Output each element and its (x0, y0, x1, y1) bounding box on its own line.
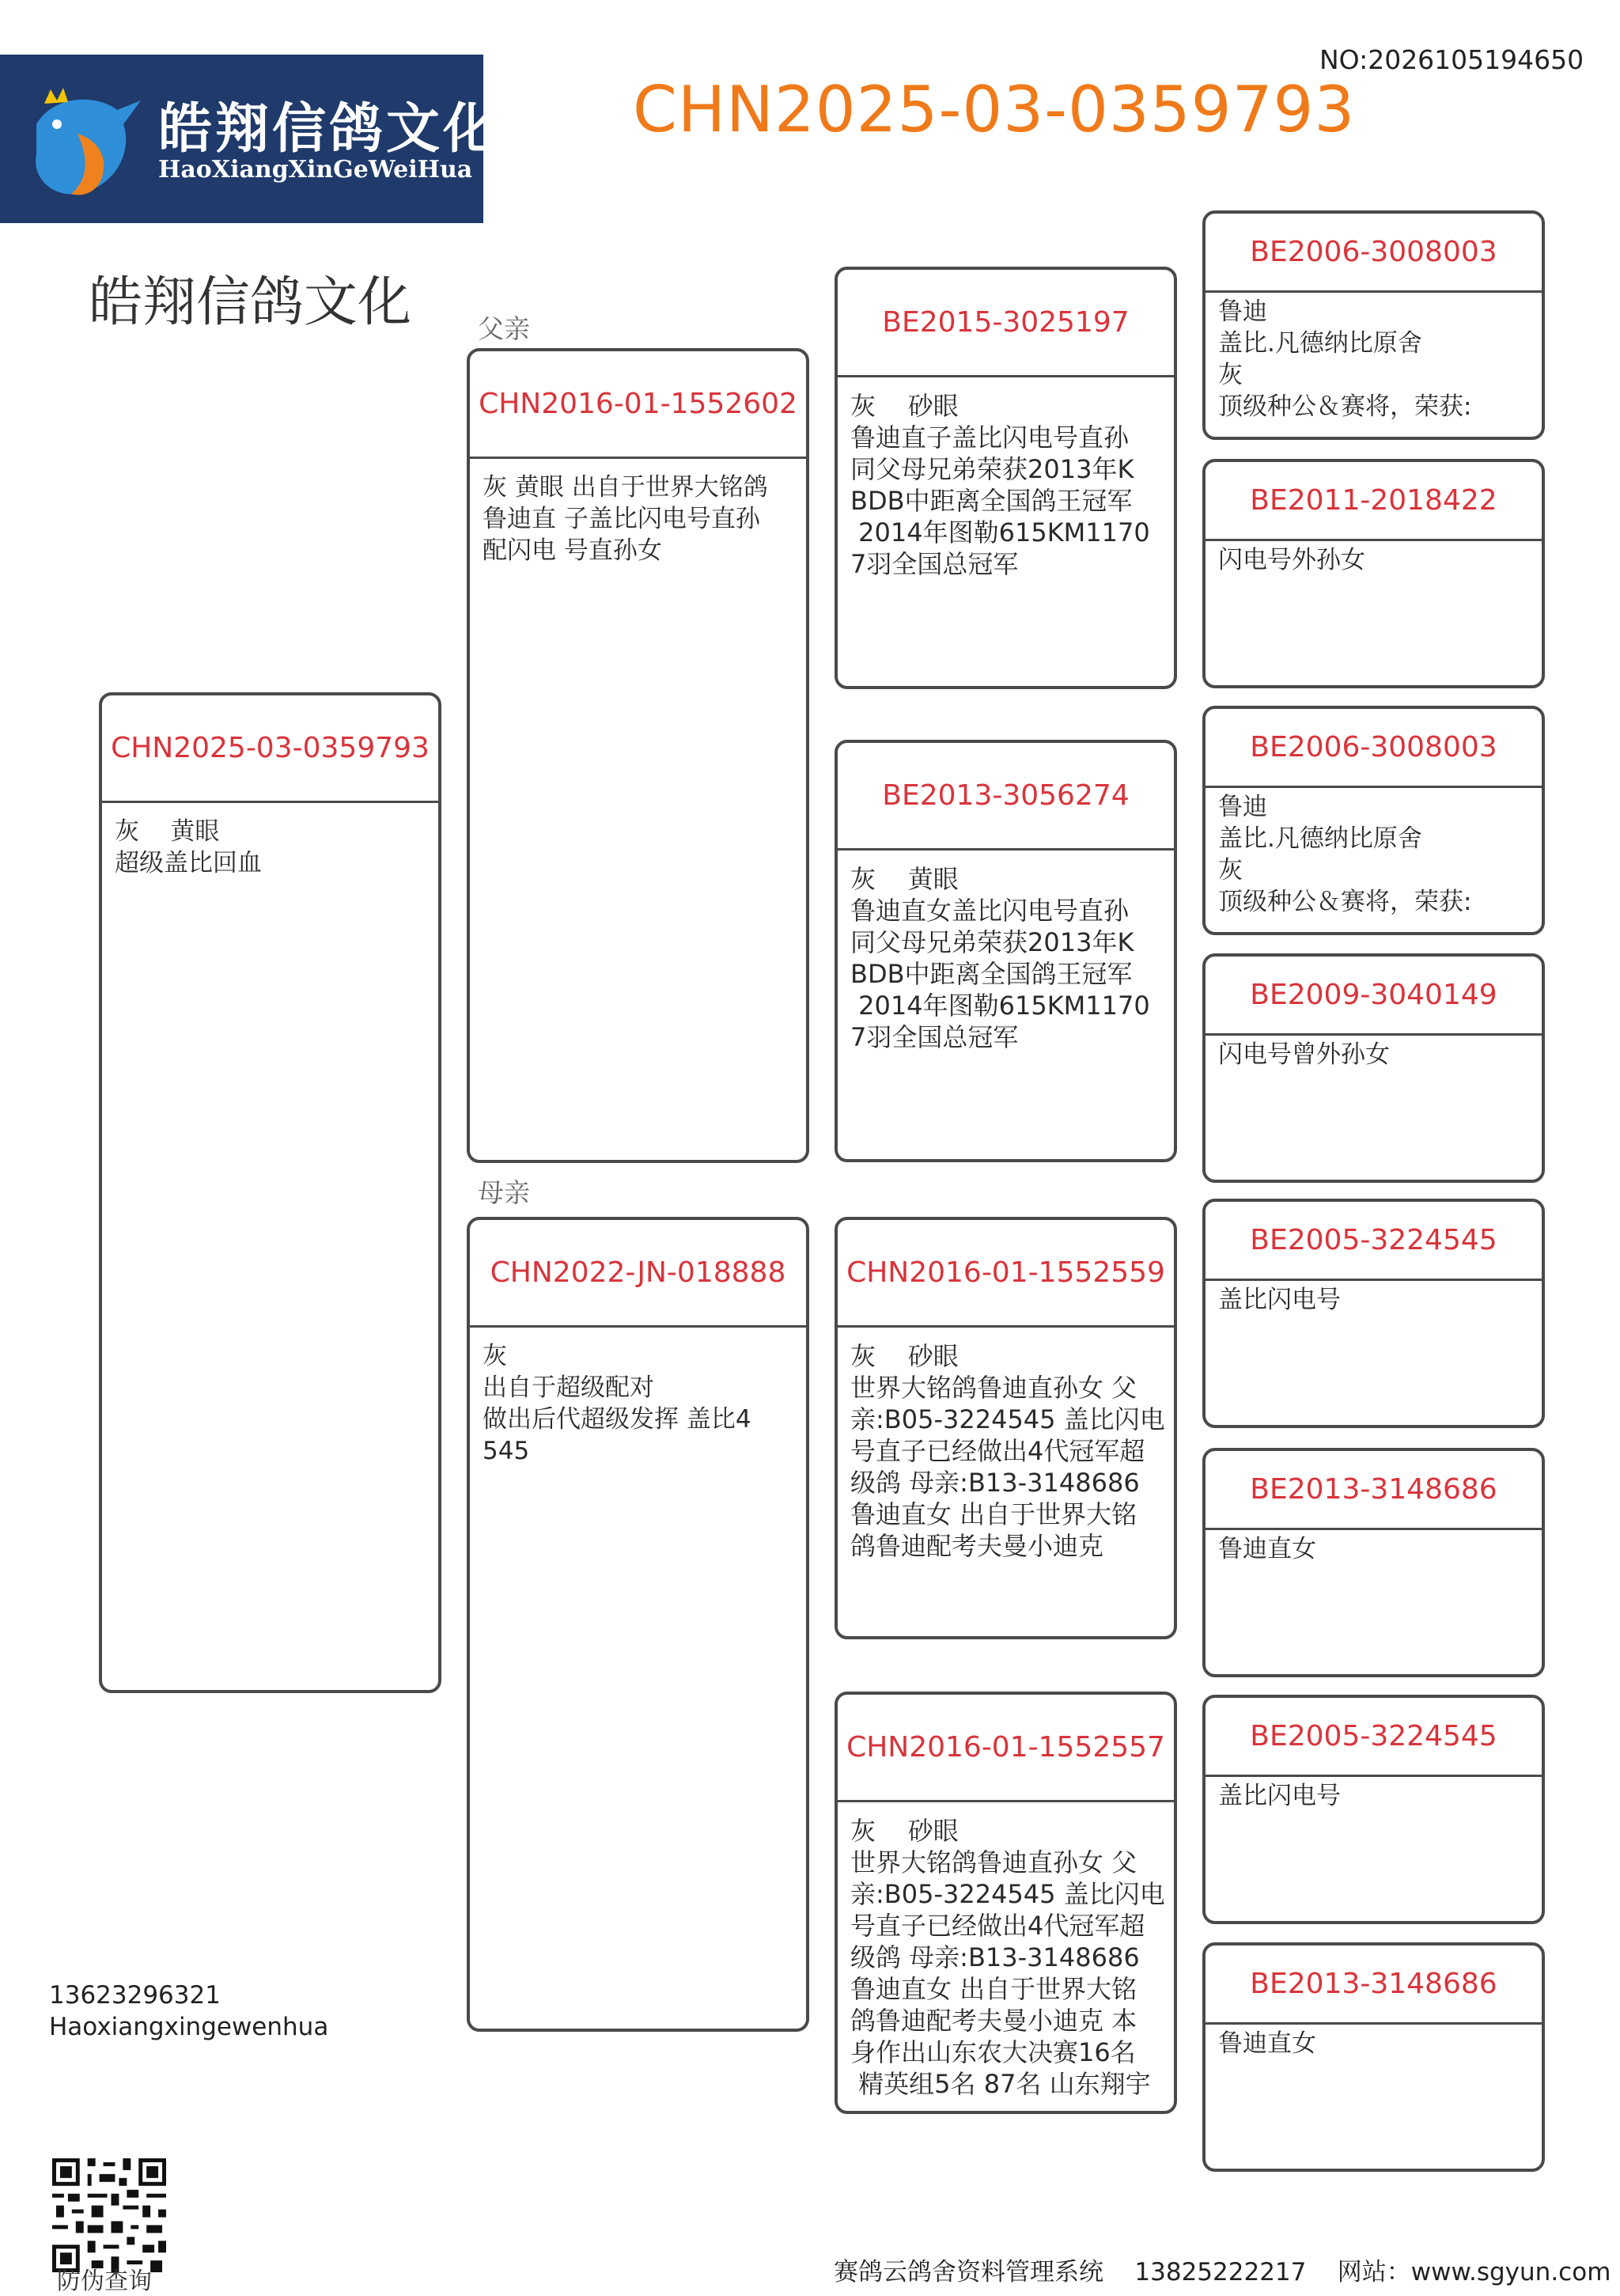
detail-line: 顶级种公＆赛将，荣获: (1218, 392, 1472, 421)
detail-line: 灰 (1218, 361, 1243, 389)
detail-line: 鲁迪直子盖比闪电号直孙 (850, 422, 1130, 453)
great-grandparent-card (1202, 1448, 1545, 1677)
grandparent-card (835, 1692, 1177, 2114)
detail-line: 出自于超级配对 (483, 1373, 654, 1402)
detail-line: 级鸽 母亲:B13-3148686 (850, 1468, 1140, 1498)
detail-line: 鲁迪直女盖比闪电号直孙 (850, 896, 1130, 926)
subject-card (99, 692, 441, 1693)
anti-counterfeit-label: 防伪查询 (57, 2268, 152, 2295)
ring-number: BE2013-3148686 (1206, 1451, 1542, 1530)
detail-line: 545 (483, 1437, 530, 1465)
card-details (1206, 2025, 1542, 2059)
organization-name: 皓翔信鸽文化 (89, 271, 412, 334)
card-details (470, 1328, 806, 1467)
detail-line: 灰 黄眼 (850, 864, 959, 894)
detail-line: 灰 (1218, 856, 1243, 885)
card-details (838, 1328, 1174, 1562)
detail-line: 鲁迪直女 (1218, 2029, 1316, 2058)
ring-number: BE2013-3056274 (838, 743, 1174, 851)
detail-line: 2014年图勒615KM1170 (850, 991, 1150, 1021)
card-details (1206, 1281, 1542, 1316)
great-grandparent-card (1202, 210, 1545, 440)
detail-line: 盖比闪电号 (1218, 1286, 1341, 1314)
main-ring-number: CHN2025-03-0359793 (633, 73, 1356, 146)
card-details (838, 377, 1174, 580)
card-details (1206, 1777, 1542, 1812)
detail-line: 鲁迪 (1218, 793, 1267, 821)
ring-number: BE2006-3008003 (1206, 214, 1542, 293)
great-grandparent-card (1202, 953, 1545, 1183)
detail-line: BDB中距离全国鸽王冠军 (850, 959, 1133, 989)
detail-line: 亲:B05-3224545 盖比闪电 (850, 1879, 1165, 1909)
detail-line: 灰 砂眼 (850, 391, 959, 421)
detail-line: 灰 黄眼 (115, 817, 220, 846)
ring-number: BE2005-3224545 (1206, 1698, 1542, 1777)
sire-label: 父亲 (478, 313, 530, 344)
detail-line: 鸽鲁迪配考夫曼小迪克 本 (850, 2006, 1137, 2036)
card-details (102, 803, 438, 879)
detail-line: 鲁迪直 子盖比闪电号直孙 (483, 505, 760, 533)
great-grandparent-card (1202, 1695, 1545, 1924)
grandparent-card (835, 740, 1177, 1162)
detail-line: 号直子已经做出4代冠军超 (850, 1436, 1145, 1466)
detail-line: 灰 砂眼 (850, 1816, 959, 1846)
bird-logo-icon (22, 78, 157, 205)
document-number: NO:2026105194650 (1319, 44, 1584, 75)
detail-line: 盖比.凡德纳比原舍 (1218, 329, 1422, 358)
ring-number: CHN2016-01-1552559 (838, 1220, 1174, 1328)
detail-line: 鲁迪直女 出自于世界大铭 (850, 1499, 1137, 1529)
logo-english-text: HaoXiangXinGeWeiHua (158, 156, 473, 184)
detail-line: 世界大铭鸽鲁迪直孙女 父 (850, 1373, 1137, 1403)
detail-line: 灰 (483, 1342, 507, 1370)
detail-line: 灰 砂眼 (850, 1341, 959, 1371)
sire-card (467, 348, 809, 1163)
detail-line: 顶级种公＆赛将，荣获: (1218, 888, 1472, 916)
great-grandparent-card (1202, 1942, 1545, 2172)
detail-line: 级鸽 母亲:B13-3148686 (850, 1942, 1140, 1972)
card-details (1206, 1036, 1542, 1070)
card-details (1206, 788, 1542, 918)
detail-line: 鸽鲁迪配考夫曼小迪克 (850, 1531, 1104, 1561)
detail-line: 身作出山东农大决赛16名 (850, 2037, 1136, 2067)
detail-line: 同父母兄弟荣获2013年K (850, 454, 1134, 484)
grandparent-card (835, 1217, 1177, 1639)
detail-line: 世界大铭鸽鲁迪直孙女 父 (850, 1847, 1137, 1877)
detail-line: 鲁迪 (1218, 297, 1267, 326)
contact-phone: 13623296321 (49, 1981, 221, 2010)
card-details (1206, 293, 1542, 422)
footer-text: 赛鸽云鸽舍资料管理系统 13825222217 网站：www.sgyun.com (834, 2258, 1611, 2287)
detail-line: 鲁迪直女 (1218, 1535, 1316, 1563)
ring-number: CHN2025-03-0359793 (102, 695, 438, 803)
detail-line: 号直子已经做出4代冠军超 (850, 1911, 1145, 1941)
ring-number: BE2009-3040149 (1206, 957, 1542, 1036)
ring-number: CHN2016-01-1552557 (838, 1695, 1174, 1802)
card-details (838, 851, 1174, 1053)
detail-line: 7羽全国总冠军 (850, 549, 1019, 579)
detail-line: 超级盖比回血 (115, 849, 262, 877)
great-grandparent-card (1202, 706, 1545, 935)
detail-line: 亲:B05-3224545 盖比闪电 (850, 1404, 1165, 1434)
qr-code-icon[interactable] (52, 2158, 166, 2272)
detail-line: 7羽全国总冠军 (850, 1022, 1019, 1052)
detail-line: 灰 黄眼 出自于世界大铭鸽 (483, 473, 768, 502)
ring-number: BE2006-3008003 (1206, 709, 1542, 788)
ring-number: BE2005-3224545 (1206, 1202, 1542, 1281)
detail-line: 同父母兄弟荣获2013年K (850, 927, 1134, 957)
contact-name: Haoxiangxingewenhua (49, 2013, 329, 2041)
card-details (1206, 1530, 1542, 1565)
detail-line: 做出后代超级发挥 盖比4 (483, 1405, 751, 1434)
card-details (470, 459, 806, 566)
great-grandparent-card (1202, 459, 1545, 688)
great-grandparent-card (1202, 1199, 1545, 1428)
detail-line: BDB中距离全国鸽王冠军 (850, 486, 1133, 516)
card-details (838, 1802, 1174, 2100)
contact-info (49, 1980, 328, 2043)
detail-line: 配闪电 号直孙女 (483, 536, 662, 565)
detail-line: 盖比.凡德纳比原舍 (1218, 824, 1422, 853)
brand-logo (0, 55, 501, 223)
dam-card (467, 1217, 809, 2032)
card-details (1206, 541, 1542, 576)
ring-number: CHN2016-01-1552602 (470, 351, 806, 459)
logo-chinese-text: 皓翔信鸽文化 (158, 98, 501, 161)
detail-line: 闪电号曾外孙女 (1218, 1040, 1390, 1069)
dam-label: 母亲 (478, 1177, 530, 1208)
detail-line: 精英组5名 87名 山东翔宇 (850, 2069, 1151, 2099)
ring-number: BE2011-2018422 (1206, 462, 1542, 541)
detail-line: 鲁迪直女 出自于世界大铭 (850, 1974, 1137, 2004)
grandparent-card (835, 267, 1177, 689)
detail-line: 闪电号外孙女 (1218, 546, 1365, 574)
ring-number: BE2013-3148686 (1206, 1946, 1542, 2025)
ring-number: BE2015-3025197 (838, 270, 1174, 377)
detail-line: 2014年图勒615KM1170 (850, 517, 1150, 547)
detail-line: 盖比闪电号 (1218, 1782, 1341, 1810)
ring-number: CHN2022-JN-018888 (470, 1220, 806, 1328)
